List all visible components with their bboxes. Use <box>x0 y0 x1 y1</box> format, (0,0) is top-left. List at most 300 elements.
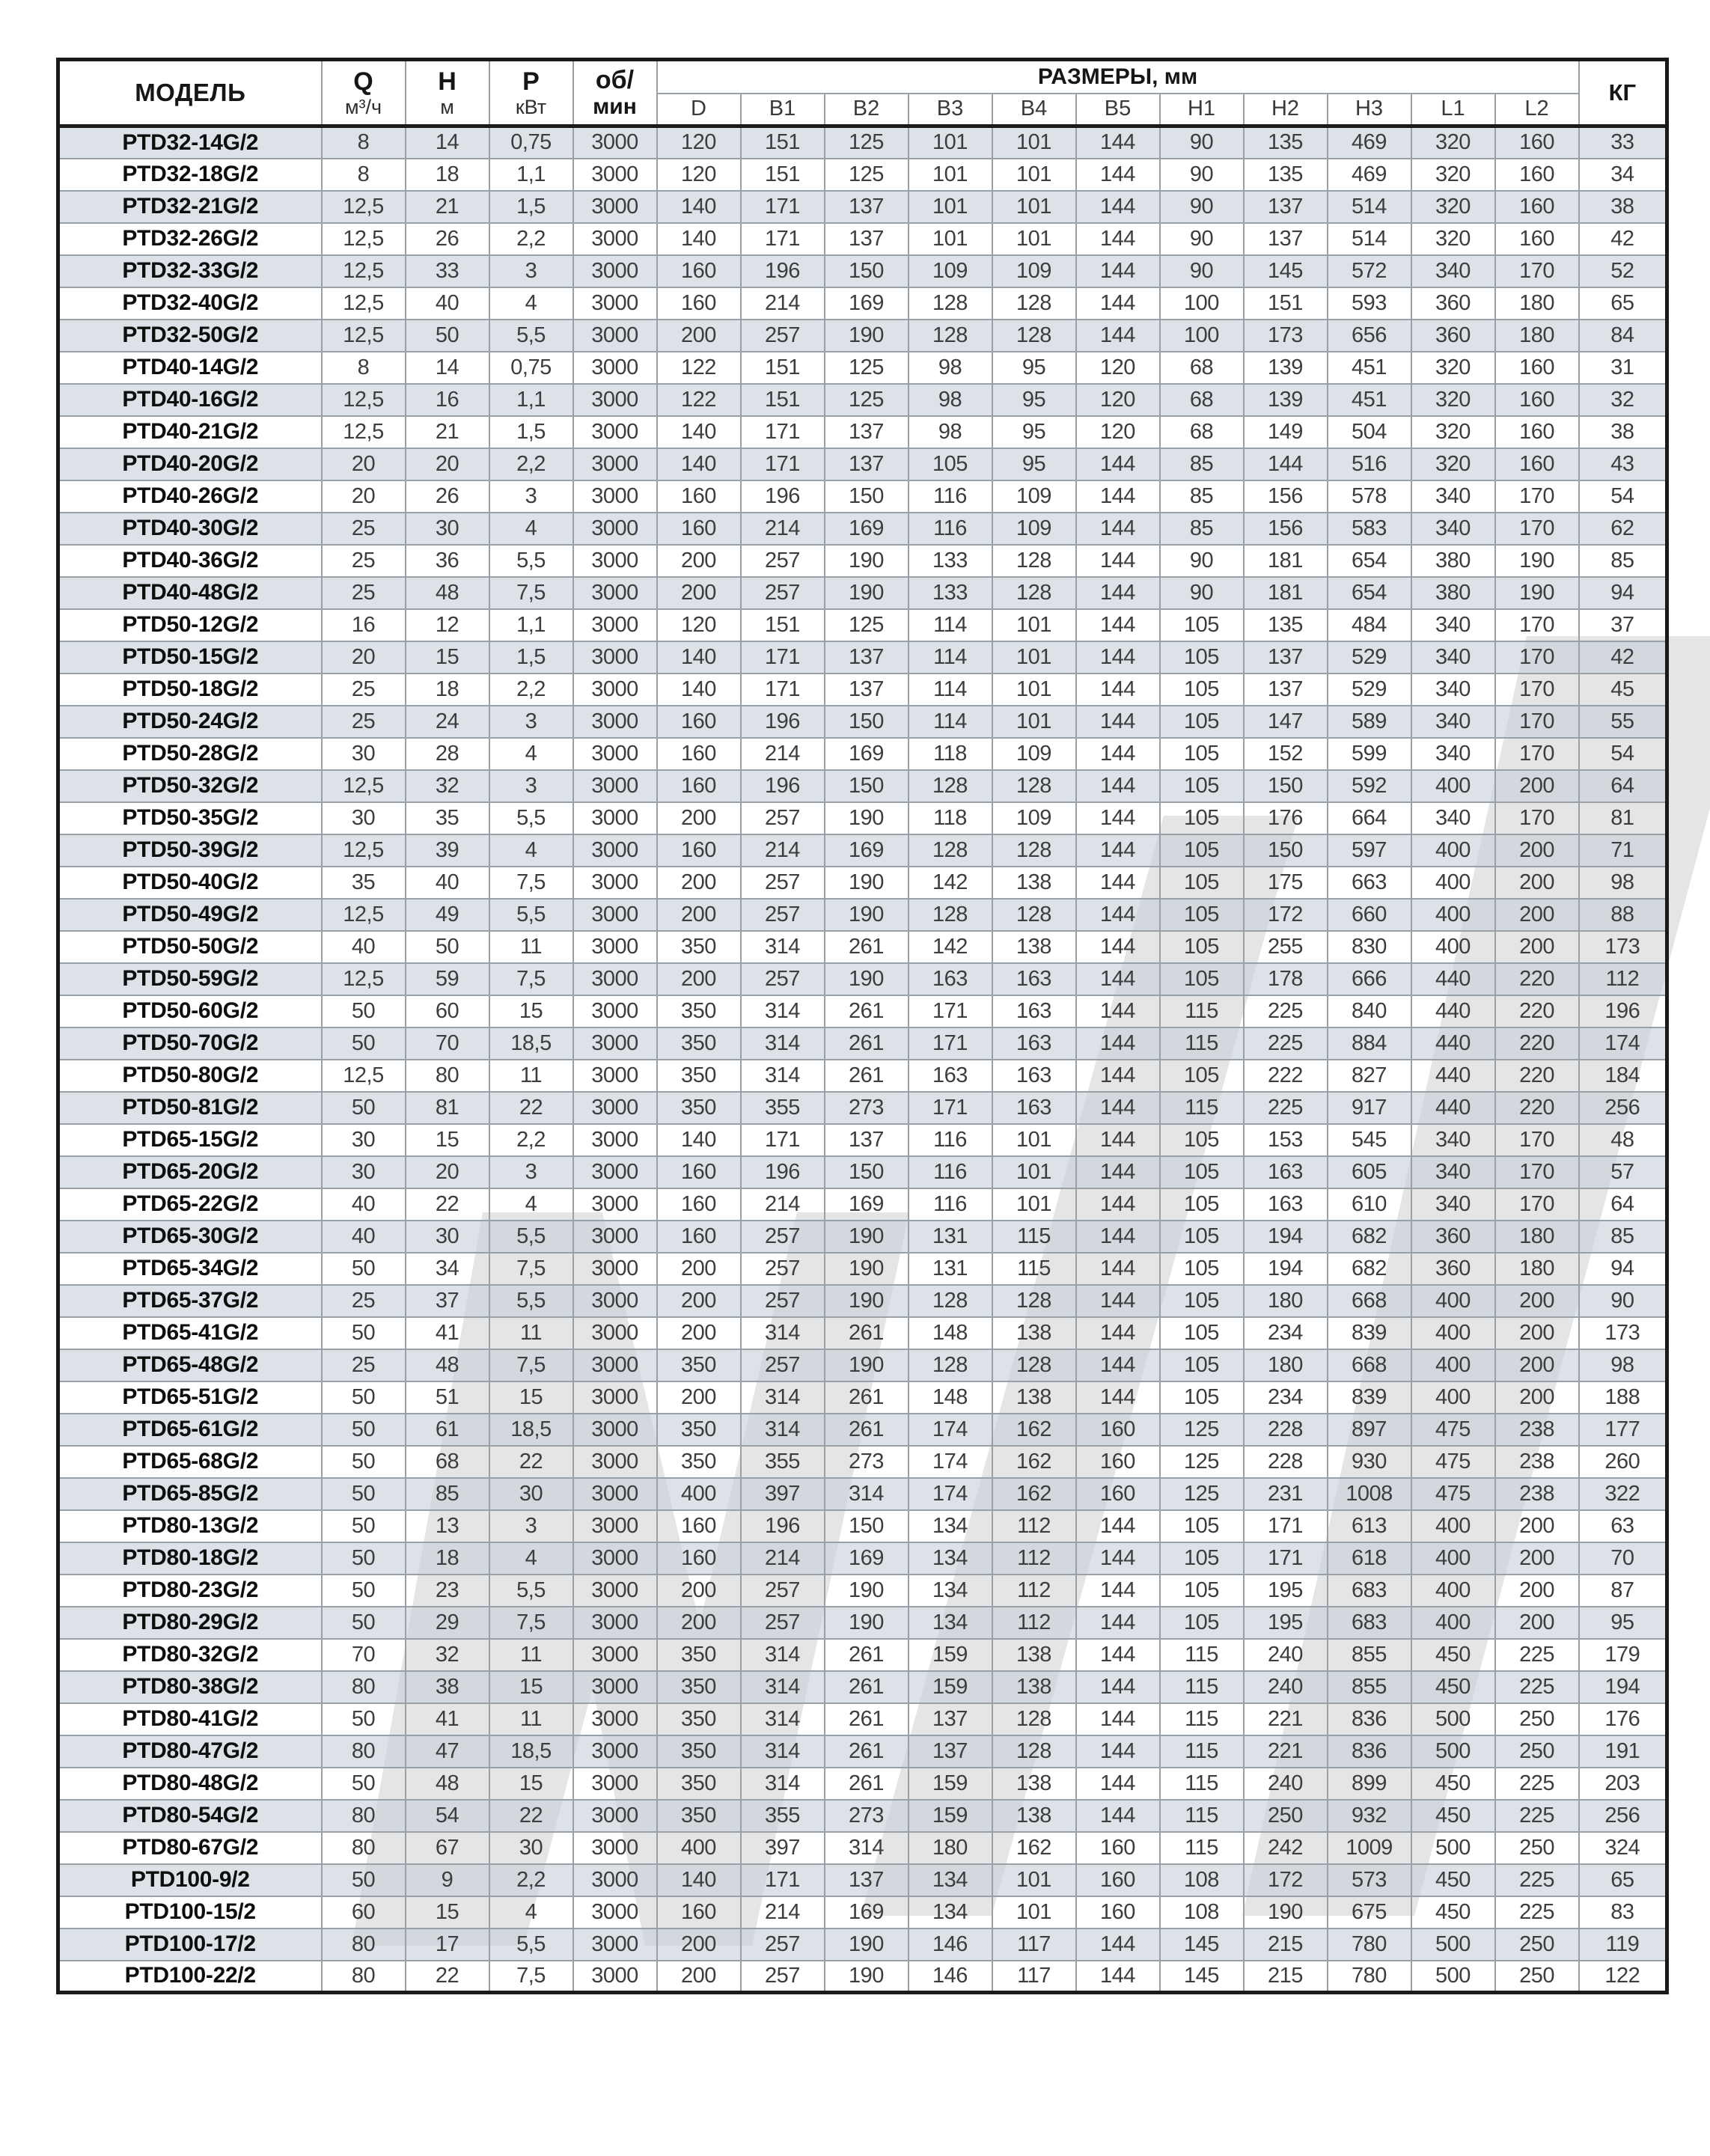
col-header-h2: H2 <box>1244 94 1328 126</box>
table-row <box>58 1092 1667 1124</box>
rpm-line2: мин <box>593 94 637 119</box>
model-cell: PTD65-51G/2 <box>58 1381 322 1414</box>
q-label: Q <box>353 67 373 96</box>
value-cell: 105 <box>1160 963 1244 995</box>
value-cell: 31 <box>1579 352 1667 384</box>
value-cell: 145 <box>1244 255 1328 287</box>
value-cell: 3000 <box>573 834 657 867</box>
value-cell: 360 <box>1411 320 1495 352</box>
value-cell: 200 <box>1495 867 1579 899</box>
col-header-h1: H1 <box>1160 94 1244 126</box>
value-cell: 144 <box>1076 963 1160 995</box>
model-cell: PTD100-17/2 <box>58 1929 322 1961</box>
value-cell: 105 <box>1160 1060 1244 1092</box>
value-cell: 190 <box>825 1349 909 1381</box>
value-cell: 3000 <box>573 577 657 609</box>
value-cell: 85 <box>1579 1221 1667 1253</box>
value-cell: 200 <box>657 963 741 995</box>
value-cell: 683 <box>1328 1575 1411 1607</box>
value-cell: 137 <box>825 191 909 223</box>
value-cell: 839 <box>1328 1317 1411 1349</box>
value-cell: 450 <box>1411 1671 1495 1703</box>
value-cell: 90 <box>1160 126 1244 159</box>
value-cell: 3000 <box>573 223 657 255</box>
table-row <box>58 641 1667 674</box>
value-cell: 350 <box>657 1671 741 1703</box>
value-cell: 163 <box>992 1060 1076 1092</box>
value-cell: 660 <box>1328 899 1411 931</box>
model-cell: PTD65-61G/2 <box>58 1414 322 1446</box>
value-cell: 3 <box>489 770 573 802</box>
table-row <box>58 1349 1667 1381</box>
value-cell: 144 <box>1076 995 1160 1027</box>
value-cell: 261 <box>825 995 909 1027</box>
value-cell: 144 <box>1076 1253 1160 1285</box>
value-cell: 3000 <box>573 1156 657 1188</box>
value-cell: 340 <box>1411 513 1495 545</box>
value-cell: 22 <box>406 1188 489 1221</box>
value-cell: 451 <box>1328 352 1411 384</box>
value-cell: 20 <box>322 480 406 513</box>
value-cell: 220 <box>1495 1027 1579 1060</box>
value-cell: 160 <box>1076 1414 1160 1446</box>
value-cell: 350 <box>657 1446 741 1478</box>
table-row <box>58 1478 1667 1510</box>
value-cell: 830 <box>1328 931 1411 963</box>
value-cell: 273 <box>825 1800 909 1832</box>
value-cell: 220 <box>1495 1092 1579 1124</box>
value-cell: 191 <box>1579 1735 1667 1768</box>
value-cell: 220 <box>1495 963 1579 995</box>
value-cell: 827 <box>1328 1060 1411 1092</box>
value-cell: 95 <box>992 384 1076 416</box>
value-cell: 0,75 <box>489 352 573 384</box>
value-cell: 40 <box>322 1221 406 1253</box>
value-cell: 160 <box>657 255 741 287</box>
value-cell: 314 <box>741 1639 825 1671</box>
value-cell: 195 <box>1244 1607 1328 1639</box>
table-row <box>58 223 1667 255</box>
value-cell: 144 <box>1076 1060 1160 1092</box>
value-cell: 125 <box>825 126 909 159</box>
table-row <box>58 1188 1667 1221</box>
value-cell: 117 <box>992 1929 1076 1961</box>
value-cell: 30 <box>489 1478 573 1510</box>
value-cell: 196 <box>741 1510 825 1542</box>
value-cell: 350 <box>657 931 741 963</box>
value-cell: 144 <box>1076 1349 1160 1381</box>
value-cell: 25 <box>322 545 406 577</box>
value-cell: 194 <box>1579 1671 1667 1703</box>
value-cell: 180 <box>1244 1285 1328 1317</box>
value-cell: 95 <box>992 448 1076 480</box>
value-cell: 3000 <box>573 1381 657 1414</box>
value-cell: 440 <box>1411 1060 1495 1092</box>
value-cell: 200 <box>1495 931 1579 963</box>
value-cell: 150 <box>825 1156 909 1188</box>
value-cell: 109 <box>992 802 1076 834</box>
value-cell: 57 <box>1579 1156 1667 1188</box>
value-cell: 3000 <box>573 802 657 834</box>
value-cell: 114 <box>909 641 992 674</box>
value-cell: 144 <box>1076 802 1160 834</box>
value-cell: 148 <box>909 1317 992 1349</box>
value-cell: 115 <box>1160 1027 1244 1060</box>
value-cell: 176 <box>1579 1703 1667 1735</box>
model-cell: PTD65-41G/2 <box>58 1317 322 1349</box>
value-cell: 190 <box>825 867 909 899</box>
value-cell: 200 <box>1495 770 1579 802</box>
value-cell: 234 <box>1244 1317 1328 1349</box>
value-cell: 40 <box>406 867 489 899</box>
model-cell: PTD50-28G/2 <box>58 738 322 770</box>
value-cell: 355 <box>741 1446 825 1478</box>
value-cell: 101 <box>909 159 992 191</box>
value-cell: 30 <box>322 802 406 834</box>
value-cell: 101 <box>992 1896 1076 1929</box>
value-cell: 451 <box>1328 384 1411 416</box>
value-cell: 0,75 <box>489 126 573 159</box>
model-cell: PTD80-38G/2 <box>58 1671 322 1703</box>
value-cell: 90 <box>1160 191 1244 223</box>
value-cell: 261 <box>825 1381 909 1414</box>
value-cell: 200 <box>1495 1542 1579 1575</box>
value-cell: 196 <box>741 706 825 738</box>
table-row <box>58 867 1667 899</box>
value-cell: 3000 <box>573 706 657 738</box>
value-cell: 255 <box>1244 931 1328 963</box>
model-cell: PTD65-37G/2 <box>58 1285 322 1317</box>
value-cell: 380 <box>1411 577 1495 609</box>
value-cell: 200 <box>657 1575 741 1607</box>
value-cell: 128 <box>992 577 1076 609</box>
value-cell: 160 <box>657 1156 741 1188</box>
value-cell: 170 <box>1495 609 1579 641</box>
value-cell: 261 <box>825 1768 909 1800</box>
value-cell: 529 <box>1328 674 1411 706</box>
value-cell: 120 <box>657 126 741 159</box>
value-cell: 172 <box>1244 1864 1328 1896</box>
value-cell: 40 <box>406 287 489 320</box>
value-cell: 7,5 <box>489 577 573 609</box>
col-header-h3: H3 <box>1328 94 1411 126</box>
value-cell: 3000 <box>573 1349 657 1381</box>
value-cell: 273 <box>825 1092 909 1124</box>
value-cell: 101 <box>909 191 992 223</box>
value-cell: 682 <box>1328 1221 1411 1253</box>
col-header-b5: B5 <box>1076 94 1160 126</box>
value-cell: 163 <box>992 1092 1076 1124</box>
value-cell: 156 <box>1244 513 1328 545</box>
value-cell: 178 <box>1244 963 1328 995</box>
value-cell: 261 <box>825 1671 909 1703</box>
value-cell: 683 <box>1328 1607 1411 1639</box>
value-cell: 138 <box>992 1768 1076 1800</box>
value-cell: 105 <box>1160 834 1244 867</box>
value-cell: 4 <box>489 1542 573 1575</box>
table-row <box>58 1768 1667 1800</box>
value-cell: 90 <box>1160 255 1244 287</box>
value-cell: 163 <box>909 963 992 995</box>
value-cell: 50 <box>406 320 489 352</box>
value-cell: 45 <box>1579 674 1667 706</box>
value-cell: 137 <box>909 1703 992 1735</box>
value-cell: 340 <box>1411 255 1495 287</box>
value-cell: 105 <box>1160 1542 1244 1575</box>
model-cell: PTD50-40G/2 <box>58 867 322 899</box>
value-cell: 151 <box>741 384 825 416</box>
value-cell: 171 <box>741 1864 825 1896</box>
value-cell: 3000 <box>573 1124 657 1156</box>
col-header-q <box>322 60 406 126</box>
table-row <box>58 1575 1667 1607</box>
table-row <box>58 770 1667 802</box>
value-cell: 12,5 <box>322 191 406 223</box>
value-cell: 128 <box>992 834 1076 867</box>
value-cell: 85 <box>406 1478 489 1510</box>
value-cell: 340 <box>1411 480 1495 513</box>
value-cell: 29 <box>406 1607 489 1639</box>
model-cell: PTD32-33G/2 <box>58 255 322 287</box>
model-cell: PTD40-16G/2 <box>58 384 322 416</box>
value-cell: 220 <box>1495 1060 1579 1092</box>
value-cell: 593 <box>1328 287 1411 320</box>
value-cell: 50 <box>322 1768 406 1800</box>
value-cell: 171 <box>741 674 825 706</box>
model-cell: PTD65-34G/2 <box>58 1253 322 1285</box>
value-cell: 3000 <box>573 674 657 706</box>
value-cell: 257 <box>741 577 825 609</box>
value-cell: 50 <box>406 931 489 963</box>
value-cell: 140 <box>657 416 741 448</box>
value-cell: 105 <box>1160 1575 1244 1607</box>
value-cell: 4 <box>489 287 573 320</box>
value-cell: 314 <box>741 1703 825 1735</box>
value-cell: 3000 <box>573 963 657 995</box>
value-cell: 203 <box>1579 1768 1667 1800</box>
value-cell: 196 <box>741 1156 825 1188</box>
model-cell: PTD40-30G/2 <box>58 513 322 545</box>
value-cell: 160 <box>1076 1478 1160 1510</box>
value-cell: 39 <box>406 834 489 867</box>
value-cell: 65 <box>1579 1864 1667 1896</box>
value-cell: 144 <box>1076 1575 1160 1607</box>
value-cell: 50 <box>322 1414 406 1446</box>
value-cell: 160 <box>1076 1864 1160 1896</box>
value-cell: 170 <box>1495 674 1579 706</box>
value-cell: 5,5 <box>489 1575 573 1607</box>
value-cell: 11 <box>489 1703 573 1735</box>
value-cell: 261 <box>825 1027 909 1060</box>
col-header-sizes: РАЗМЕРЫ, мм <box>657 60 1579 94</box>
value-cell: 144 <box>1076 1735 1160 1768</box>
model-cell: PTD32-26G/2 <box>58 223 322 255</box>
value-cell: 3000 <box>573 1542 657 1575</box>
value-cell: 3 <box>489 706 573 738</box>
value-cell: 120 <box>657 609 741 641</box>
value-cell: 225 <box>1495 1864 1579 1896</box>
value-cell: 222 <box>1244 1060 1328 1092</box>
value-cell: 250 <box>1495 1929 1579 1961</box>
table-row <box>58 255 1667 287</box>
value-cell: 190 <box>825 545 909 577</box>
value-cell: 8 <box>322 159 406 191</box>
value-cell: 179 <box>1579 1639 1667 1671</box>
value-cell: 3000 <box>573 1188 657 1221</box>
value-cell: 221 <box>1244 1735 1328 1768</box>
table-row <box>58 545 1667 577</box>
model-cell: PTD80-29G/2 <box>58 1607 322 1639</box>
value-cell: 176 <box>1244 802 1328 834</box>
model-cell: PTD50-81G/2 <box>58 1092 322 1124</box>
value-cell: 144 <box>1076 1768 1160 1800</box>
table-row <box>58 995 1667 1027</box>
model-cell: PTD65-15G/2 <box>58 1124 322 1156</box>
value-cell: 8 <box>322 352 406 384</box>
value-cell: 314 <box>741 1317 825 1349</box>
value-cell: 3000 <box>573 1800 657 1832</box>
table-row <box>58 1253 1667 1285</box>
value-cell: 42 <box>1579 223 1667 255</box>
table-row <box>58 287 1667 320</box>
value-cell: 4 <box>489 834 573 867</box>
model-cell: PTD65-22G/2 <box>58 1188 322 1221</box>
value-cell: 2,2 <box>489 674 573 706</box>
value-cell: 12,5 <box>322 834 406 867</box>
value-cell: 30 <box>322 1156 406 1188</box>
value-cell: 780 <box>1328 1929 1411 1961</box>
value-cell: 181 <box>1244 545 1328 577</box>
value-cell: 34 <box>1579 159 1667 191</box>
table-row <box>58 352 1667 384</box>
value-cell: 340 <box>1411 1124 1495 1156</box>
value-cell: 115 <box>1160 1703 1244 1735</box>
value-cell: 250 <box>1495 1961 1579 1993</box>
value-cell: 169 <box>825 513 909 545</box>
value-cell: 516 <box>1328 448 1411 480</box>
value-cell: 144 <box>1076 1124 1160 1156</box>
table-row <box>58 1221 1667 1253</box>
value-cell: 135 <box>1244 126 1328 159</box>
model-cell: PTD65-20G/2 <box>58 1156 322 1188</box>
value-cell: 261 <box>825 1414 909 1446</box>
value-cell: 184 <box>1579 1060 1667 1092</box>
value-cell: 109 <box>992 480 1076 513</box>
value-cell: 578 <box>1328 480 1411 513</box>
value-cell: 350 <box>657 1027 741 1060</box>
value-cell: 231 <box>1244 1478 1328 1510</box>
value-cell: 134 <box>909 1510 992 1542</box>
value-cell: 324 <box>1579 1832 1667 1864</box>
value-cell: 3000 <box>573 1607 657 1639</box>
value-cell: 137 <box>909 1735 992 1768</box>
value-cell: 137 <box>825 1864 909 1896</box>
value-cell: 1,5 <box>489 641 573 674</box>
value-cell: 105 <box>1160 1510 1244 1542</box>
value-cell: 144 <box>1076 1929 1160 1961</box>
value-cell: 144 <box>1076 674 1160 706</box>
value-cell: 469 <box>1328 159 1411 191</box>
value-cell: 380 <box>1411 545 1495 577</box>
value-cell: 105 <box>1160 770 1244 802</box>
value-cell: 70 <box>322 1639 406 1671</box>
value-cell: 320 <box>1411 352 1495 384</box>
value-cell: 200 <box>657 1317 741 1349</box>
value-cell: 137 <box>825 674 909 706</box>
value-cell: 3000 <box>573 1446 657 1478</box>
model-cell: PTD100-22/2 <box>58 1961 322 1993</box>
value-cell: 38 <box>1579 416 1667 448</box>
value-cell: 225 <box>1244 995 1328 1027</box>
model-cell: PTD65-30G/2 <box>58 1221 322 1253</box>
value-cell: 171 <box>741 223 825 255</box>
value-cell: 3000 <box>573 1896 657 1929</box>
value-cell: 80 <box>322 1800 406 1832</box>
value-cell: 884 <box>1328 1027 1411 1060</box>
value-cell: 668 <box>1328 1349 1411 1381</box>
value-cell: 32 <box>406 1639 489 1671</box>
value-cell: 80 <box>322 1832 406 1864</box>
value-cell: 196 <box>741 480 825 513</box>
value-cell: 9 <box>406 1864 489 1896</box>
value-cell: 214 <box>741 1542 825 1575</box>
value-cell: 215 <box>1244 1929 1328 1961</box>
value-cell: 140 <box>657 223 741 255</box>
value-cell: 200 <box>657 577 741 609</box>
value-cell: 450 <box>1411 1768 1495 1800</box>
value-cell: 162 <box>992 1414 1076 1446</box>
value-cell: 12,5 <box>322 223 406 255</box>
value-cell: 7,5 <box>489 1349 573 1381</box>
value-cell: 138 <box>992 1381 1076 1414</box>
value-cell: 194 <box>1244 1253 1328 1285</box>
model-cell: PTD50-18G/2 <box>58 674 322 706</box>
value-cell: 169 <box>825 834 909 867</box>
value-cell: 1,1 <box>489 384 573 416</box>
col-header-h <box>406 60 489 126</box>
value-cell: 152 <box>1244 738 1328 770</box>
value-cell: 3000 <box>573 867 657 899</box>
value-cell: 610 <box>1328 1188 1411 1221</box>
value-cell: 80 <box>322 1929 406 1961</box>
value-cell: 160 <box>1495 126 1579 159</box>
value-cell: 400 <box>1411 931 1495 963</box>
value-cell: 114 <box>909 609 992 641</box>
value-cell: 101 <box>992 706 1076 738</box>
value-cell: 257 <box>741 1607 825 1639</box>
value-cell: 118 <box>909 738 992 770</box>
value-cell: 144 <box>1076 1639 1160 1671</box>
value-cell: 137 <box>825 1124 909 1156</box>
value-cell: 25 <box>322 1349 406 1381</box>
value-cell: 234 <box>1244 1381 1328 1414</box>
value-cell: 144 <box>1076 1381 1160 1414</box>
value-cell: 400 <box>1411 1285 1495 1317</box>
value-cell: 140 <box>657 641 741 674</box>
value-cell: 7,5 <box>489 867 573 899</box>
value-cell: 23 <box>406 1575 489 1607</box>
table-row <box>58 1446 1667 1478</box>
value-cell: 128 <box>992 770 1076 802</box>
value-cell: 138 <box>992 931 1076 963</box>
value-cell: 50 <box>322 1510 406 1542</box>
model-cell: PTD80-54G/2 <box>58 1800 322 1832</box>
col-header-d: D <box>657 94 741 126</box>
model-cell: PTD32-18G/2 <box>58 159 322 191</box>
value-cell: 200 <box>1495 1575 1579 1607</box>
value-cell: 200 <box>1495 1510 1579 1542</box>
value-cell: 33 <box>1579 126 1667 159</box>
